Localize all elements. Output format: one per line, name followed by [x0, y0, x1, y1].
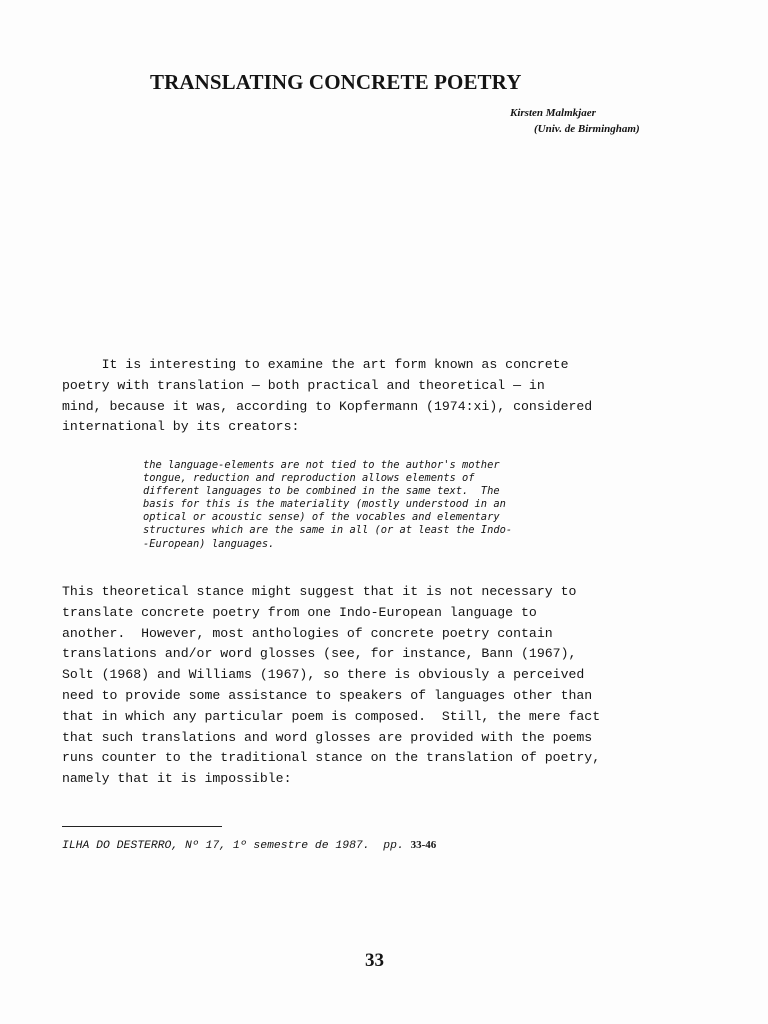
quote-line: optical or acoustic sense) of the vocables and elementary — [143, 511, 500, 524]
quote-line: -European) languages. — [143, 537, 275, 550]
text-line: poetry with translation — both practical and theoretical — in — [62, 377, 545, 393]
text-line: namely that it is impossible: — [62, 771, 292, 787]
quote-line: tongue, reduction and reproduction allows elements of — [143, 472, 475, 485]
quote-line: basis for this is the materiality (mostly understood in an — [143, 498, 506, 511]
footnote-divider — [62, 826, 222, 827]
text-line: This theoretical stance might suggest that it is not necessary to — [62, 584, 577, 599]
text-line: It is interesting to examine the art form known as concrete — [62, 357, 569, 372]
text-line: runs counter to the traditional stance on the translation of poetry, — [62, 750, 601, 766]
author-name: Kirsten Malmkjaer — [510, 107, 596, 119]
page-number: 33 — [365, 950, 384, 971]
article-title: TRANSLATING CONCRETE POETRY — [150, 70, 522, 94]
text-line: that such translations and word glosses are provided with the poems — [62, 729, 593, 745]
footnote-pages: 33-46 — [410, 839, 437, 851]
author-affiliation: (Univ. de Birmingham) — [534, 123, 640, 135]
footnote-citation — [62, 839, 436, 852]
text-line: another. However, most anthologies of concrete poetry contain — [62, 625, 553, 641]
text-line: international by its creators: — [62, 419, 300, 435]
paragraph-intro — [62, 355, 662, 438]
paragraph-stance — [62, 582, 672, 790]
quote-line: the language-elements are not tied to the author's mother — [143, 459, 500, 471]
footnote-source: ILHA DO DESTERRO, Nº 17, 1º semestre de 1987. pp. — [62, 840, 411, 852]
text-line: Solt (1968) and Williams (1967), so there is obviously a perceived — [62, 667, 585, 683]
quote-line: different languages to be combined in the same text. The — [143, 485, 500, 498]
text-line: need to provide some assistance to speakers of languages other than — [62, 687, 593, 703]
block-quote — [143, 459, 583, 551]
quote-line: structures which are the same in all (or at least the Indo- — [143, 524, 513, 537]
text-line: translations and/or word glosses (see, for instance, Bann (1967), — [62, 646, 577, 662]
text-line: that in which any particular poem is composed. Still, the mere fact — [62, 708, 601, 724]
text-line: mind, because it was, according to Kopfermann (1974:xi), considered — [62, 398, 593, 414]
text-line: translate concrete poetry from one Indo-European language to — [62, 604, 537, 620]
